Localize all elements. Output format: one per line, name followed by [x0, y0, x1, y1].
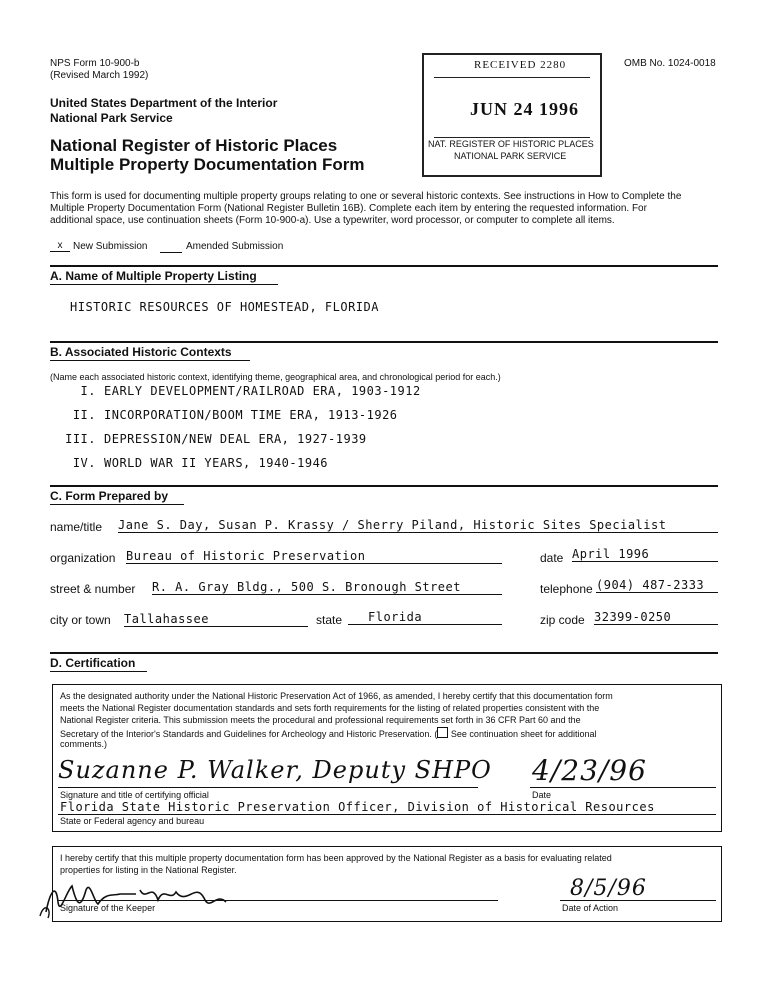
- keeper-line-2: properties for listing in the National Register.: [60, 865, 237, 875]
- amended-submission-label: Amended Submission: [186, 241, 284, 252]
- context-number: II.: [72, 408, 96, 422]
- new-submission-checkbox[interactable]: x: [50, 240, 70, 252]
- section-b-heading: B. Associated Historic Contexts: [50, 345, 232, 359]
- state-label: state: [316, 613, 343, 627]
- street-label: street & number: [50, 582, 136, 596]
- section-d-heading: D. Certification: [50, 656, 136, 670]
- intro-line-1: This form is used for documenting multiple property groups relating to one or several historic contexts. See instructions in How to Complete the: [50, 191, 682, 202]
- date-label: date: [540, 551, 564, 565]
- intro-line-2: Multiple Property Documentation Form (National Register Bulletin 16B). Complete each item by entering the requested information. For: [50, 203, 647, 214]
- date-line: [530, 787, 716, 788]
- city-field[interactable]: Tallahassee: [124, 612, 308, 627]
- agency-label: State or Federal agency and bureau: [60, 816, 205, 826]
- name-title-label: name/title: [50, 520, 103, 534]
- stamp-date: JUN 24 1996: [470, 99, 579, 119]
- state-field[interactable]: Florida: [348, 610, 502, 625]
- certifying-date[interactable]: 4/23/96: [532, 754, 647, 787]
- form-title-1: National Register of Historic Places: [50, 136, 338, 155]
- form-revised: (Revised March 1992): [50, 70, 149, 81]
- heading-underline: [50, 360, 250, 361]
- new-submission-label: New Submission: [73, 241, 148, 252]
- form-number: NPS Form 10-900-b: [50, 58, 140, 69]
- context-text[interactable]: WORLD WAR II YEARS, 1940-1946: [104, 456, 329, 470]
- stamp-received: RECEIVED 2280: [474, 59, 567, 71]
- section-rule: [50, 265, 718, 267]
- telephone-label: telephone: [540, 582, 593, 596]
- service: National Park Service: [50, 111, 173, 125]
- cert-line-4a: Secretary of the Interior's Standards and Guidelines for Archeology and Historic Preservation. (: [60, 729, 438, 739]
- form-title-2: Multiple Property Documentation Form: [50, 155, 365, 174]
- stamp-divider: [434, 137, 590, 138]
- cert-line-4: [60, 727, 597, 739]
- stamp-divider: [434, 77, 590, 78]
- date-field[interactable]: April 1996: [572, 547, 718, 562]
- context-text[interactable]: DEPRESSION/NEW DEAL ERA, 1927-1939: [104, 432, 367, 446]
- stamp-line2: NATIONAL PARK SERVICE: [454, 151, 567, 161]
- street-field[interactable]: R. A. Gray Bldg., 500 S. Bronough Street: [152, 580, 502, 595]
- section-rule: [50, 341, 718, 343]
- cert-line-2: meets the National Register documentation standards and sets forth requirements for the listing of related properties consistent with the: [60, 703, 600, 713]
- keeper-signature-label: Signature of the Keeper: [60, 903, 156, 913]
- zip-field[interactable]: 32399-0250: [594, 610, 718, 625]
- certifying-signature[interactable]: Suzanne P. Walker, Deputy SHPO: [58, 756, 492, 784]
- intro-line-3: additional space, use continuation sheets (Form 10-900-a). Use a typewriter, word processor, or computer to complete all items.: [50, 215, 615, 226]
- signature-label: Signature and title of certifying official: [60, 790, 209, 800]
- received-stamp: [422, 53, 602, 177]
- section-c-heading: C. Form Prepared by: [50, 489, 169, 503]
- agency-line: [58, 814, 716, 815]
- action-date-label: Date of Action: [562, 903, 619, 913]
- cert-line-3: National Register criteria. This submission meets the procedural and professional requirements set forth in 36 CFR Part 60 and the: [60, 715, 581, 725]
- cert-line-5: comments.): [60, 739, 108, 749]
- context-text[interactable]: INCORPORATION/BOOM TIME ERA, 1913-1926: [104, 408, 398, 422]
- section-a-heading: A. Name of Multiple Property Listing: [50, 269, 257, 283]
- section-rule: [50, 652, 718, 654]
- context-number: I.: [80, 384, 96, 398]
- name-title-field[interactable]: Jane S. Day, Susan P. Krassy / Sherry Piland, Historic Sites Specialist: [118, 518, 718, 533]
- multiple-property-name[interactable]: HISTORIC RESOURCES OF HOMESTEAD, FLORIDA: [70, 300, 379, 314]
- keeper-signature[interactable]: [36, 872, 246, 922]
- omb-number: OMB No. 1024-0018: [624, 58, 716, 69]
- cert-line-4b: See continuation sheet for additional: [448, 729, 597, 739]
- agency-field[interactable]: Florida State Historic Preservation Officer, Division of Historical Resources: [60, 800, 655, 814]
- keeper-line-1: I hereby certify that this multiple property documentation form has been approved by the National Register as a basis for evaluating related: [60, 853, 612, 863]
- section-b-instruction: (Name each associated historic context, identifying theme, geographical area, and chronological period for each.): [50, 372, 501, 382]
- action-date[interactable]: 8/5/96: [570, 876, 647, 901]
- heading-underline: [50, 284, 278, 285]
- department: United States Department of the Interior: [50, 96, 278, 110]
- signature-line: [58, 787, 478, 788]
- continuation-checkbox[interactable]: [437, 727, 448, 738]
- cert-line-1: As the designated authority under the National Historic Preservation Act of 1966, as amended, I hereby certify that this documentation form: [60, 691, 613, 701]
- context-text[interactable]: EARLY DEVELOPMENT/RAILROAD ERA, 1903-1912: [104, 384, 421, 398]
- action-date-line: [560, 900, 716, 901]
- signature-date-label: Date: [532, 790, 552, 800]
- section-rule: [50, 485, 718, 487]
- city-label: city or town: [50, 613, 111, 627]
- amended-submission-checkbox[interactable]: [160, 241, 182, 253]
- organization-label: organization: [50, 551, 116, 565]
- organization-field[interactable]: Bureau of Historic Preservation: [126, 549, 502, 564]
- context-number: III.: [65, 432, 96, 446]
- stamp-line1: NAT. REGISTER OF HISTORIC PLACES: [428, 139, 594, 149]
- telephone-field[interactable]: (904) 487-2333: [596, 578, 718, 593]
- heading-underline: [50, 671, 147, 672]
- heading-underline: [50, 504, 184, 505]
- context-number: IV.: [72, 456, 96, 470]
- keeper-signature-line: [58, 900, 498, 901]
- zip-label: zip code: [540, 613, 585, 627]
